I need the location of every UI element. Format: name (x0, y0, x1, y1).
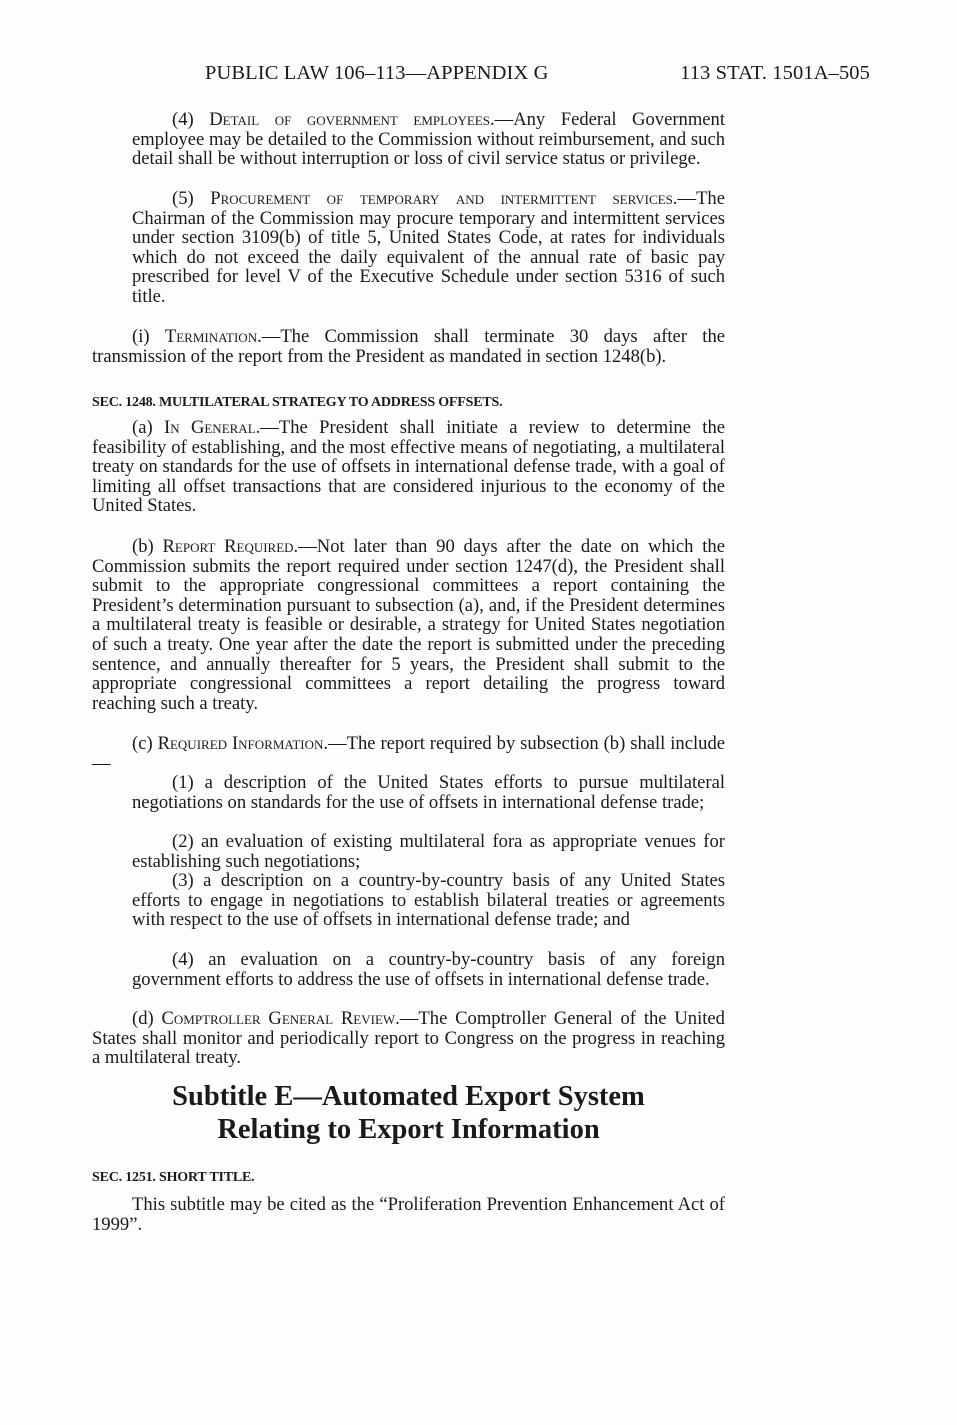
subsection-heading: Termination. (164, 326, 262, 347)
list-item-c2 (132, 832, 725, 871)
list-item-c1 (132, 773, 725, 812)
list-item: (2) an evaluation of existing multilateral fora as appropriate venues for establishing such negotiations; (132, 831, 725, 872)
subsection-heading: In General. (164, 417, 261, 438)
subsection-number: (d) (132, 1008, 162, 1029)
list-item: (1) a description of the United States efforts to pursue multilateral negotiations on standards for the use of offsets in international defense trade; (132, 772, 725, 813)
subsection-number: (a) (132, 417, 164, 438)
header-page-reference: 113 STAT. 1501A–505 (680, 62, 870, 84)
section-text: This subtitle may be cited as the “Proliferation Prevention Enhancement Act of 1999”. (92, 1194, 725, 1235)
subsection-number: (b) (132, 536, 163, 557)
section-1251-text (92, 1195, 725, 1234)
paragraph-number: (4) (172, 109, 210, 130)
subsection-text: —Not later than 90 days after the date on which the Commission submits the report required under section 1247(d), the President shall submit to the appropriate congressional committees a report containing the President’s determination pursuant to subsection (a), and, if the President determines a multilateral treaty is feasible or desirable, a strategy for United States negotiation of such a treaty. One year after the date the report is submitted under the preceding sentence, and annually thereafter for 5 years, the President shall submit to the appropriate congressional committees a report detailing the progress toward reaching such a treaty. (92, 536, 725, 714)
subsection-text: —The report required by subsection (b) shall include— (92, 733, 725, 774)
paragraph-text: —The Chairman of the Commission may procure temporary and intermittent services under section 3109(b) of title 5, United States Code, at rates for individuals which do not exceed the daily equivalent of the annual rate of basic pay prescribed for level V of the Executive Schedule under section 5316 of such title. (132, 188, 725, 307)
list-item: (3) a description on a country-by-country basis of any United States efforts to engage in negotiations to establish bilateral treaties or agreements with respect to the use of offsets in international defense trade; and (132, 870, 725, 931)
paragraph-5 (132, 189, 725, 307)
subsection-number: (i) (132, 326, 165, 347)
section-1248-heading: SEC. 1248. MULTILATERAL STRATEGY TO ADDRESS OFFSETS. (92, 395, 503, 410)
header-law-title: PUBLIC LAW 106–113—APPENDIX G (205, 62, 549, 84)
section-1251-heading: SEC. 1251. SHORT TITLE. (92, 1170, 255, 1185)
subsection-number: (c) (132, 733, 158, 754)
subsection-heading: Comptroller General Review. (161, 1008, 400, 1029)
subsection-text: —The Comptroller General of the United States shall monitor and periodically report to Congress on the progress in reaching a multilateral treaty. (92, 1008, 725, 1069)
subsection-i (92, 327, 725, 366)
subtitle-heading (92, 1080, 725, 1146)
subsection-a (92, 418, 725, 516)
paragraph-4 (132, 110, 725, 169)
paragraph-heading: Detail of government employees. (209, 109, 495, 130)
subsection-b (92, 537, 725, 713)
subtitle-line-1: Subtitle E—Automated Export System (172, 1081, 645, 1112)
paragraph-number: (5) (172, 188, 211, 209)
subtitle-line-2: Relating to Export Information (217, 1114, 600, 1145)
subsection-d (92, 1009, 725, 1068)
list-item-c3 (132, 871, 725, 930)
list-item-c4 (132, 950, 725, 989)
subsection-heading: Report Required. (162, 536, 299, 557)
list-item: (4) an evaluation on a country-by-country basis of any foreign government efforts to address the use of offsets in international defense trade. (132, 949, 725, 990)
paragraph-text: —Any Federal Government employee may be detailed to the Commission without reimbursement, and such detail shall be without interruption or loss of civil service status or privilege. (132, 109, 725, 170)
subsection-c (92, 734, 725, 773)
subsection-heading: Required Information. (157, 733, 329, 754)
running-header (205, 62, 870, 88)
subsection-text: —The President shall initiate a review to determine the feasibility of establishing, and the most effective means of negotiating, a multilateral treaty on standards for the use of offsets in international defense trade, with a goal of limiting all offset transactions that are considered injurious to the economy of the United States. (92, 417, 725, 517)
paragraph-heading: Procurement of temporary and intermittent services. (210, 188, 678, 209)
subsection-text: —The Commission shall terminate 30 days after the transmission of the report from the President as mandated in section 1248(b). (92, 326, 725, 367)
